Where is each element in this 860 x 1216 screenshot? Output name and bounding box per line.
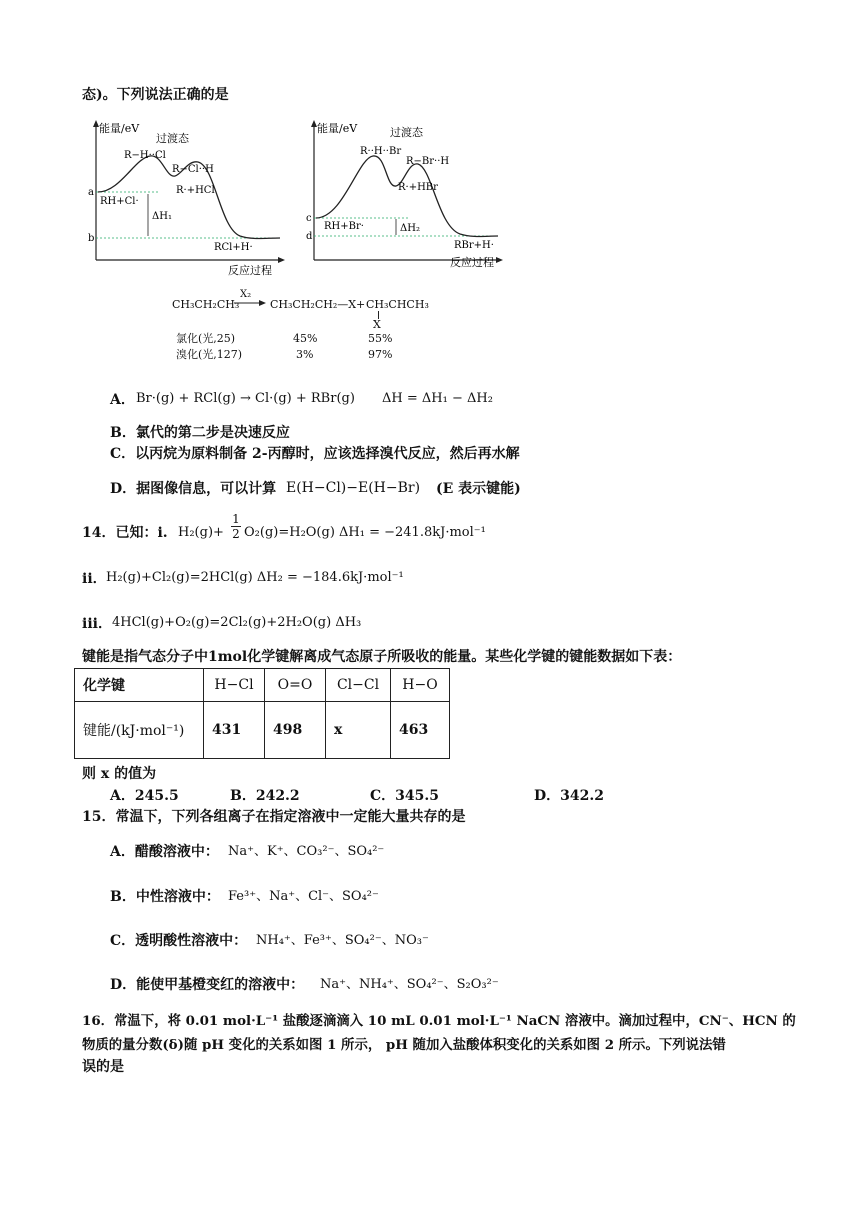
q15-stem: 15．常温下，下列各组离子在指定溶液中一定能大量共存的是 [82, 809, 466, 825]
table-header: O=O [265, 669, 326, 702]
q14-eq-ii: H₂(g)+Cl₂(g)=2HCl(g) ΔH₂ = −184.6kJ·mol⁻¹ [106, 570, 404, 585]
fraction-numerator: 1 [232, 512, 240, 526]
q14-number: 14．已知：i. [82, 525, 168, 541]
ts1-label: R−H··Cl [124, 150, 166, 161]
intermediate-label: R·+HBr [398, 182, 438, 193]
q14-option-b: B．242.2 [230, 788, 300, 804]
product-1: CH₃CH₂CH₂—X [270, 298, 357, 311]
ts-label: 过渡态 [390, 126, 423, 139]
table-header-row [75, 669, 450, 702]
q13-option-c: C．以丙烷为原料制备 2-丙醇时，应该选择溴代反应，然后再水解 [110, 446, 520, 462]
q15-option-c-ions: NH₄⁺、Fe³⁺、SO₄²⁻、NO₃⁻ [256, 933, 429, 948]
reactant-label: RH+Br· [324, 221, 364, 232]
level-b: b [88, 233, 95, 244]
level-d: d [306, 231, 313, 242]
table-cell: 463 [391, 702, 450, 759]
q15-option-c-lead: C．透明酸性溶液中： [110, 933, 248, 949]
level-a: a [88, 187, 94, 198]
q13-option-a-equation: Br·(g) + RCl(g) → Cl·(g) + RBr(g) [136, 391, 355, 406]
table-cell: 498 [265, 702, 326, 759]
level-c: c [306, 213, 312, 224]
y-axis-label: 能量/eV [99, 122, 140, 135]
table-cell: x [326, 702, 391, 759]
row-label: 氯化(光,25) [176, 332, 236, 345]
q15-option-a-ions: Na⁺、K⁺、CO₃²⁻、SO₄²⁻ [228, 844, 385, 859]
table-header: H−Cl [204, 669, 265, 702]
q13-option-d-prefix: D．据图像信息，可以计算 [110, 481, 277, 497]
q13-option-d-expression: E(H−Cl)−E(H−Br) [286, 480, 421, 496]
q14-eq-iii: 4HCl(g)+O₂(g)=2Cl₂(g)+2H₂O(g) ΔH₃ [112, 615, 362, 630]
reaction-arrow [234, 298, 268, 308]
ts2-label: R−Cl··H [172, 164, 214, 175]
q13-option-d-suffix: (E 表示键能) [436, 481, 521, 497]
y-axis-label: 能量/eV [317, 122, 358, 135]
row-value: 97% [368, 348, 393, 361]
row-label: 溴化(光,127) [176, 348, 243, 361]
reactant-label: RH+Cl· [100, 196, 139, 207]
q15-option-a-lead: A．醋酸溶液中： [110, 844, 219, 860]
q15-option-d-ions: Na⁺、NH₄⁺、SO₄²⁻、S₂O₃²⁻ [320, 977, 499, 992]
ts-label: 过渡态 [156, 132, 189, 145]
q14-iii-number: iii． [82, 616, 112, 632]
reagent: X₂ [240, 289, 252, 300]
q14-ii-number: ii． [82, 571, 107, 587]
plus-sign: + [356, 298, 366, 311]
bond-energy-table [74, 668, 450, 759]
ts2-label: R−Br··H [406, 156, 450, 167]
q15-option-b-ions: Fe³⁺、Na⁺、Cl⁻、SO₄²⁻ [228, 889, 379, 904]
energy-diagram-bromination [298, 118, 508, 278]
product-label: RCl+H· [214, 242, 253, 253]
q14-option-a: A．245.5 [110, 788, 179, 804]
intro-text: 态)。下列说法正确的是 [82, 87, 229, 103]
substituent: X [373, 318, 381, 331]
delta-h1: ΔH₁ [152, 211, 172, 222]
table-cell: 431 [204, 702, 265, 759]
option-letter: A． [110, 392, 135, 408]
x-axis-label: 反应过程 [228, 264, 272, 277]
q13-option-a-dh: ΔH = ΔH₁ − ΔH₂ [382, 391, 493, 406]
row-value: 45% [293, 332, 318, 345]
energy-diagram-chlorination [80, 118, 290, 278]
q14-option-c: C．345.5 [370, 788, 439, 804]
x-axis-label: 反应过程 [450, 256, 494, 269]
table-header: 化学键 [75, 669, 204, 702]
reactant: CH₃CH₂CH₃ [172, 298, 240, 311]
product-2: CH₃CHCH₃ [366, 298, 429, 311]
product-label: RBr+H· [454, 240, 494, 251]
table-header: H−O [391, 669, 450, 702]
q16-line-1: 16．常温下，将 0.01 mol·L⁻¹ 盐酸逐滴滴入 10 mL 0.01 mol·L⁻¹ NaCN 溶液中。滴加过程中，CN⁻、HCN 的 [82, 1013, 796, 1029]
q14-eq-i-part2: O₂(g)=H₂O(g) ΔH₁ = −241.8kJ·mol⁻¹ [244, 525, 486, 540]
q14-eq-i-part1: H₂(g)+ [178, 525, 224, 540]
q16-line-3: 误的是 [82, 1059, 124, 1075]
q15-option-b-lead: B．中性溶液中： [110, 889, 220, 905]
q14-description: 键能是指气态分子中1mol化学键解离成气态原子所吸收的能量。某些化学键的键能数据如下表： [82, 649, 682, 665]
delta-h2: ΔH₂ [400, 223, 420, 234]
q13-option-b: B．氯代的第二步是决速反应 [110, 425, 290, 441]
row-value: 55% [368, 332, 393, 345]
q16-line-2: 物质的量分数(δ)随 pH 变化的关系如图 1 所示， pH 随加入盐酸体积变化的关系如图 2 所示。下列说法错 [82, 1037, 726, 1053]
fraction-denominator: 2 [232, 527, 240, 541]
q14-ask: 则 x 的值为 [82, 766, 157, 782]
q15-option-d-lead: D．能使甲基橙变红的溶液中： [110, 977, 305, 993]
table-row [75, 702, 450, 759]
table-cell: 键能/(kJ·mol⁻¹) [75, 702, 204, 759]
table-header: Cl−Cl [326, 669, 391, 702]
row-value: 3% [296, 348, 314, 361]
q14-option-d: D．342.2 [534, 788, 604, 804]
fraction [231, 512, 241, 541]
intermediate-label: R·+HCl [176, 185, 215, 196]
ts1-label: R··H··Br [360, 146, 402, 157]
